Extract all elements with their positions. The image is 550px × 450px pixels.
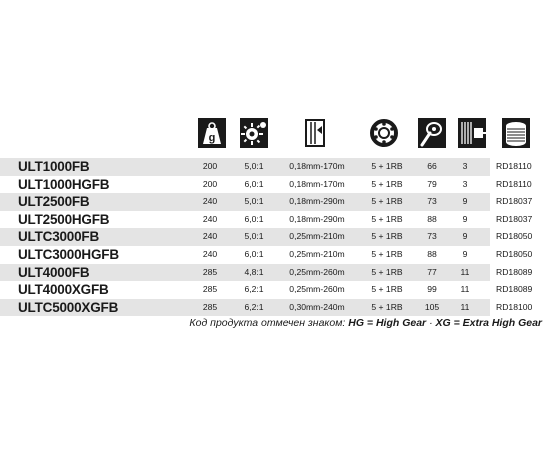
model-cell: ULTC3000FB — [18, 229, 100, 245]
product-code-cell: RD18110 — [496, 178, 532, 189]
model-cell: ULT2500HGFB — [18, 211, 110, 227]
bearings-cell: 5 + 1RB — [371, 301, 403, 312]
weight-icon-glyph: g — [208, 132, 216, 144]
gear-ratio-cell: 6,2:1 — [244, 301, 264, 312]
weight-cell: 285 — [202, 266, 218, 277]
pieces-cell: 9 — [462, 196, 468, 207]
footnote-prefix: Код продукта отмечен знаком: — [189, 317, 349, 329]
line-capacity-cell: 0,25mm-210m — [289, 248, 345, 259]
model-cell: ULT2500FB — [18, 194, 90, 210]
bearings-cell: 5 + 1RB — [371, 161, 403, 171]
weight-cell: 240 — [202, 213, 218, 224]
pieces-cell: 9 — [462, 213, 468, 224]
line-capacity-cell: 0,18mm-170m — [289, 178, 345, 189]
line-capacity-cell: 0,18mm-290m — [289, 196, 345, 207]
line-capacity-cell: 0,30mm-240m — [289, 301, 345, 312]
retrieve-cell: 105 — [424, 301, 440, 312]
retrieve-cell: 77 — [427, 266, 437, 277]
table-row — [0, 264, 550, 282]
retrieve-icon — [418, 118, 446, 148]
weight-cell: 240 — [202, 196, 218, 207]
weight-icon — [198, 118, 226, 148]
product-code-cell: RD18050 — [496, 248, 533, 259]
table-row — [0, 299, 550, 317]
retrieve-cell: 73 — [427, 196, 437, 207]
pieces-icon — [458, 118, 486, 148]
footnote-xg: XG = Extra High Gear — [435, 317, 542, 329]
line-capacity-cell: 0,25mm-260m — [289, 284, 345, 295]
footnote — [189, 317, 542, 329]
bearings-cell: 5 + 1RB — [371, 196, 403, 207]
product-code-cell: RD18037 — [496, 196, 533, 207]
gear-ratio-cell: 6,0:1 — [244, 213, 264, 224]
gear-ratio-icon — [240, 118, 268, 148]
line-capacity-cell: 0,25mm-210m — [289, 231, 345, 242]
bearings-cell: 5 + 1RB — [371, 248, 403, 259]
table-row — [0, 228, 550, 246]
gear-ratio-cell: 4,8:1 — [244, 266, 264, 277]
product-code-cell: RD18037 — [496, 213, 533, 224]
table-row — [0, 281, 550, 299]
model-cell: ULT1000FB — [18, 159, 90, 174]
weight-cell: 240 — [202, 231, 218, 242]
table-row — [0, 176, 550, 194]
retrieve-cell: 99 — [427, 284, 437, 295]
bearings-cell: 5 + 1RB — [371, 266, 403, 277]
spec-table — [0, 158, 550, 316]
line-capacity-icon — [302, 118, 330, 148]
gear-ratio-cell: 6,2:1 — [244, 284, 264, 295]
footnote-hg: HG = High Gear — [348, 317, 427, 329]
product-code-cell: RD18110 — [496, 161, 532, 171]
weight-cell: 240 — [202, 248, 218, 259]
pieces-cell: 3 — [462, 161, 468, 171]
gear-ratio-cell: 6,0:1 — [244, 248, 264, 259]
table-row — [0, 193, 550, 211]
pieces-cell: 9 — [462, 248, 468, 259]
retrieve-cell: 66 — [427, 161, 437, 171]
line-capacity-cell: 0,18mm-290m — [289, 213, 345, 224]
line-capacity-cell: 0,25mm-260m — [289, 266, 345, 277]
model-cell: ULTC3000HGFB — [18, 246, 119, 262]
bearings-cell: 5 + 1RB — [371, 231, 403, 242]
retrieve-cell: 88 — [427, 248, 437, 259]
retrieve-cell: 88 — [427, 213, 437, 224]
bearings-cell: 5 + 1RB — [371, 284, 403, 295]
pieces-cell: 11 — [460, 284, 470, 295]
gear-ratio-cell: 5,0:1 — [244, 196, 264, 207]
table-row — [0, 211, 550, 229]
weight-cell: 285 — [202, 301, 218, 312]
bearings-cell: 5 + 1RB — [371, 213, 403, 224]
table-row — [0, 158, 550, 176]
gear-ratio-cell: 5,0:1 — [244, 231, 264, 242]
weight-cell: 200 — [202, 178, 218, 189]
product-code-cell: RD18089 — [496, 266, 533, 277]
model-cell: ULTC5000XGFB — [18, 299, 119, 315]
column-icons-header — [0, 118, 550, 154]
gear-ratio-cell: 5,0:1 — [244, 161, 264, 171]
bearings-cell: 5 + 1RB — [371, 178, 403, 189]
gear-ratio-cell: 6,0:1 — [244, 178, 264, 189]
pieces-cell: 3 — [462, 178, 468, 189]
table-row — [0, 246, 550, 264]
pieces-cell: 11 — [460, 266, 470, 277]
retrieve-cell: 79 — [427, 178, 437, 189]
model-cell: ULT1000HGFB — [18, 176, 110, 192]
spool-icon — [502, 118, 530, 148]
line-capacity-cell: 0,18mm-170m — [289, 161, 345, 171]
footnote-sep: · — [426, 317, 436, 329]
product-code-cell: RD18089 — [496, 284, 533, 295]
weight-cell: 200 — [202, 161, 218, 171]
retrieve-cell: 73 — [427, 231, 437, 242]
pieces-cell: 11 — [460, 301, 470, 312]
bearings-icon — [370, 118, 398, 148]
weight-cell: 285 — [202, 284, 218, 295]
product-code-cell: RD18100 — [496, 301, 533, 312]
product-code-cell: RD18050 — [496, 231, 533, 242]
model-cell: ULT4000XGFB — [18, 282, 109, 298]
pieces-cell: 9 — [462, 231, 468, 242]
model-cell: ULT4000FB — [18, 264, 90, 280]
